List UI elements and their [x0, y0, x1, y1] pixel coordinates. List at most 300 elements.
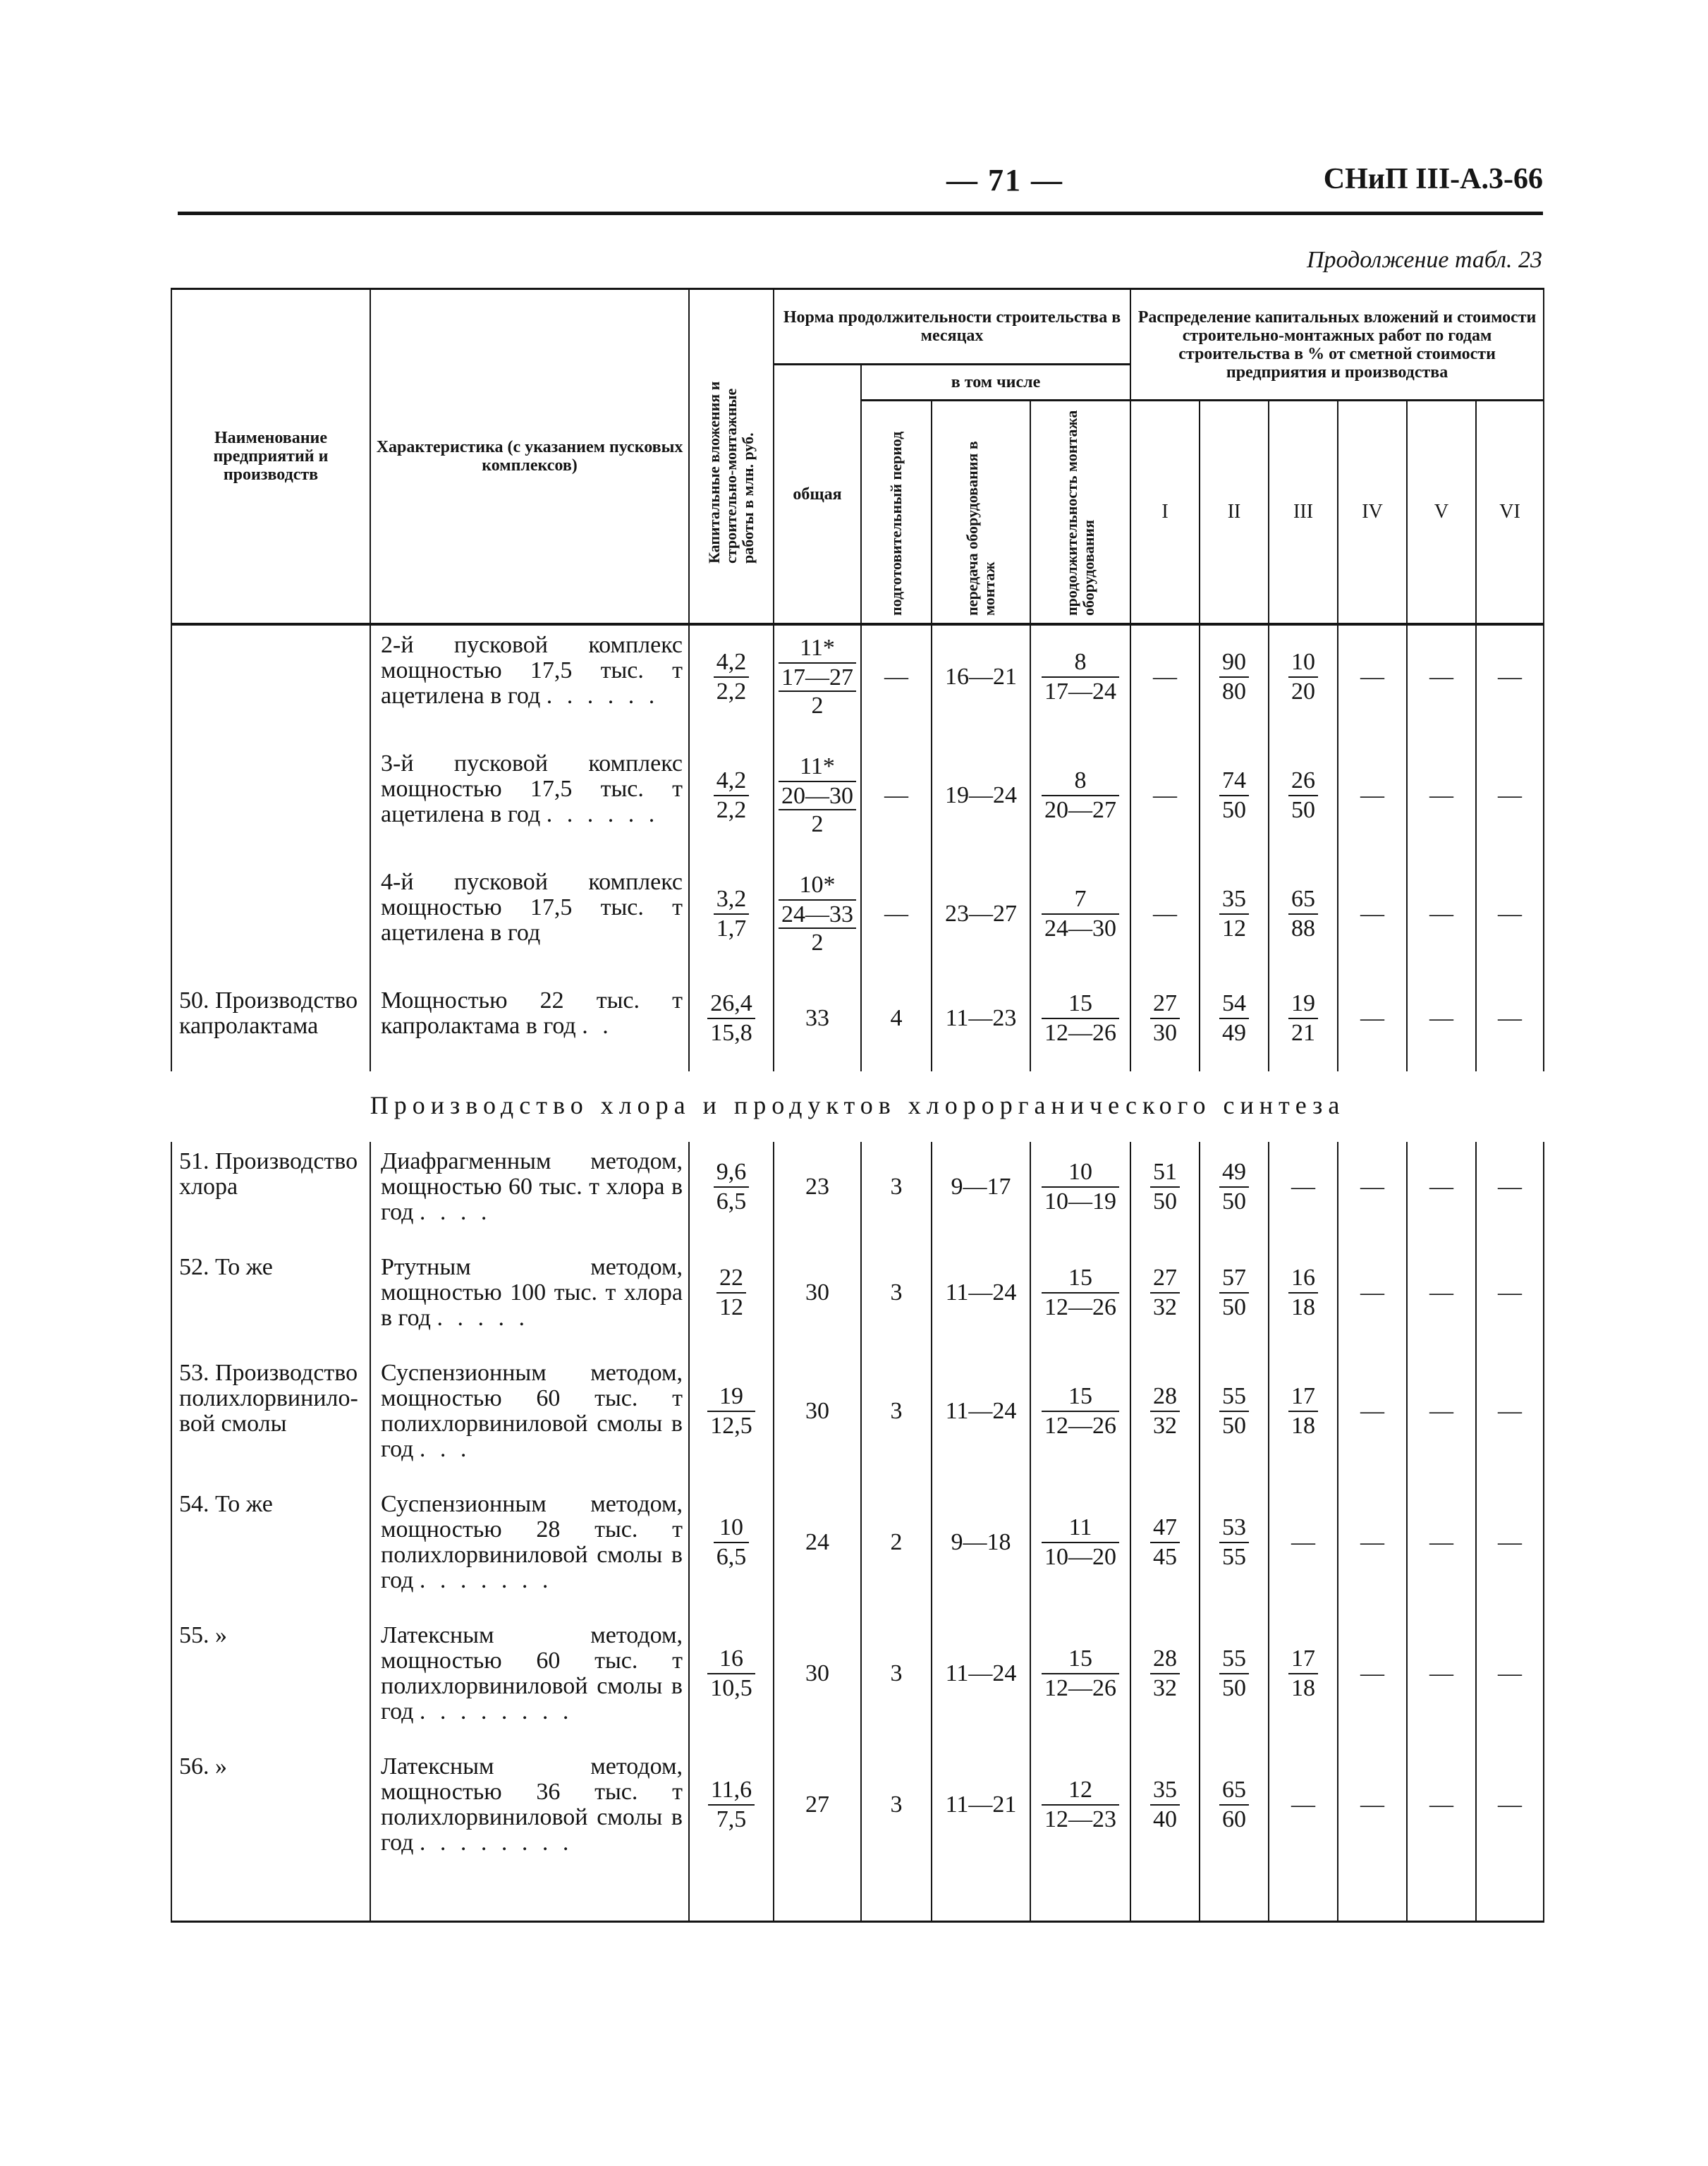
cell-year-2 — [1200, 863, 1269, 966]
cell-total — [774, 1248, 861, 1338]
fraction-denominator: 12—26 — [1044, 1020, 1117, 1046]
cell-year-2 — [1200, 1142, 1269, 1232]
dash-value: — — [1360, 782, 1385, 808]
row-gap — [171, 1232, 1544, 1248]
total-value: 30 — [805, 1279, 829, 1306]
dash-value: — — [1360, 901, 1385, 927]
cell-year-1 — [1130, 863, 1200, 966]
characteristic-text: Диафрагменным методом, мощностью 60 тыс. т хлора в год — [381, 1148, 683, 1225]
cell-prep — [861, 1353, 932, 1469]
cell-handover — [932, 1616, 1030, 1732]
fraction — [714, 768, 750, 823]
dash-value: — — [1429, 1005, 1454, 1031]
dash-value: — — [1360, 1791, 1385, 1818]
fraction-denominator: 50 — [1222, 1413, 1247, 1439]
cell-name — [171, 744, 370, 847]
leader-dots: . . . . — [419, 1199, 492, 1225]
table-row — [171, 981, 1544, 1056]
cell-year-4 — [1338, 1616, 1407, 1732]
fraction — [1288, 887, 1318, 942]
leader-dots: . . . . . . — [546, 683, 659, 709]
fraction — [1150, 1384, 1180, 1439]
leader-dots: . . — [582, 1013, 613, 1039]
col-header-distribution: Распределение капитальных вложений и стоимости строительно-монтажных работ по годам строительства в % от сметной стоимости предприятия и производства — [1130, 289, 1544, 401]
cell-year-4 — [1338, 1142, 1407, 1232]
total-value: 33 — [805, 1005, 829, 1031]
dash-value: — — [1429, 1279, 1454, 1306]
fraction — [1288, 1384, 1318, 1439]
cell-name — [171, 624, 370, 729]
cell-year-4 — [1338, 1485, 1407, 1600]
name-text: 56. » — [179, 1753, 227, 1779]
fraction-numerator: 90 — [1219, 650, 1249, 678]
fraction — [1288, 991, 1318, 1046]
fraction-denominator: 30 — [1153, 1020, 1178, 1046]
fraction-denominator: 1,7 — [716, 915, 747, 942]
fraction-numerator: 28 — [1150, 1646, 1180, 1674]
fraction — [1150, 991, 1180, 1046]
cell-install — [1030, 863, 1130, 966]
cell-year-2 — [1200, 981, 1269, 1056]
fraction-numerator: 9,6 — [714, 1160, 750, 1188]
fraction-numerator: 10 — [1288, 650, 1318, 678]
total-value: 23 — [805, 1174, 829, 1200]
cell-total — [774, 981, 861, 1056]
fraction — [1042, 1777, 1119, 1832]
cell-name — [171, 1248, 370, 1338]
cell-install — [1030, 744, 1130, 847]
fraction-denominator: 12 — [1222, 915, 1247, 942]
fraction — [1288, 650, 1318, 705]
characteristic-text: Ртутным методом, мощностью 100 тыс. т хлора в год — [381, 1254, 683, 1331]
cell-year-1 — [1130, 1353, 1200, 1469]
name-text: 51. Производство хлора — [179, 1148, 358, 1200]
leader-dots: . . . . . . . . — [419, 1698, 573, 1724]
cell-install — [1030, 1485, 1130, 1600]
cell-year-3 — [1269, 981, 1338, 1056]
characteristic-text: 3-й пусковой комплекс мощностью 17,5 тыс. т ацетилена в год — [381, 750, 683, 827]
fraction — [1219, 1265, 1249, 1320]
fraction-numerator: 11* — [779, 635, 856, 664]
row-gap — [171, 1338, 1544, 1353]
cell-install — [1030, 981, 1130, 1056]
fraction — [1219, 991, 1249, 1046]
cell-year-2 — [1200, 744, 1269, 847]
table-row — [171, 1142, 1544, 1232]
fraction-denominator: 40 — [1153, 1806, 1178, 1832]
cell-prep — [861, 1485, 932, 1600]
cell-year-6 — [1476, 1616, 1544, 1732]
cell-year-2 — [1200, 1616, 1269, 1732]
fraction-numerator: 19 — [1288, 991, 1318, 1019]
dash-value: — — [1291, 1529, 1316, 1555]
cell-year-4 — [1338, 744, 1407, 847]
fraction — [707, 991, 755, 1046]
fraction-numerator: 49 — [1219, 1160, 1249, 1188]
cell-year-6 — [1476, 744, 1544, 847]
row-gap — [171, 1469, 1544, 1485]
col-header-install — [1030, 401, 1130, 625]
fraction-numerator: 26,4 — [707, 991, 755, 1019]
table-header — [171, 289, 1544, 625]
fraction-denominator: 49 — [1222, 1020, 1247, 1046]
fraction-numerator: 11,6 — [708, 1777, 755, 1806]
cell-handover — [932, 863, 1030, 966]
total-value: 27 — [805, 1791, 829, 1818]
cell-characteristic — [370, 863, 689, 966]
characteristic-text: Суспензионным методом, мощностью 28 тыс. т полихлорвиниловой смолы в год — [381, 1491, 683, 1593]
fraction-numerator: 12 — [1042, 1777, 1119, 1806]
cell-year-5 — [1407, 1616, 1476, 1732]
handover-value: 19—24 — [945, 782, 1017, 808]
col-header-install-text: продолжительность монтажа оборудования — [1063, 410, 1098, 616]
dash-value: — — [1498, 1398, 1523, 1424]
cell-year-6 — [1476, 981, 1544, 1056]
row-gap — [171, 966, 1544, 981]
fraction-denominator: 18 — [1291, 1675, 1316, 1701]
fraction-denominator: 21 — [1291, 1020, 1316, 1046]
fraction — [1219, 1777, 1249, 1832]
cell-total — [774, 1353, 861, 1469]
table-row — [171, 744, 1544, 847]
prep-value: 3 — [890, 1660, 903, 1686]
cell-year-6 — [1476, 1248, 1544, 1338]
fraction-numerator: 51 — [1150, 1160, 1180, 1188]
col-header-handover — [932, 401, 1030, 625]
handover-value: 9—18 — [951, 1529, 1011, 1555]
cell-prep — [861, 1248, 932, 1338]
cell-prep — [861, 863, 932, 966]
fraction-denominator: 6,5 — [716, 1544, 747, 1570]
dash-value: — — [1429, 1398, 1454, 1424]
cell-year-5 — [1407, 863, 1476, 966]
cell-capital — [689, 1485, 774, 1600]
total-value: 24 — [805, 1529, 829, 1555]
cell-year-2 — [1200, 1353, 1269, 1469]
dash-value: — — [1360, 1398, 1385, 1424]
prep-value: 3 — [890, 1279, 903, 1306]
cell-year-3 — [1269, 624, 1338, 729]
fraction-numerator: 16 — [1288, 1265, 1318, 1294]
cell-year-5 — [1407, 744, 1476, 847]
fraction-numerator: 57 — [1219, 1265, 1249, 1294]
fraction — [1150, 1160, 1180, 1215]
prep-value: 3 — [890, 1174, 903, 1200]
table-row — [171, 1485, 1544, 1600]
cell-total — [774, 1616, 861, 1732]
dash-value: — — [1429, 1174, 1454, 1200]
table-row — [171, 1353, 1544, 1469]
fraction-denominator: 12—23 — [1044, 1806, 1117, 1832]
handover-value: 23—27 — [945, 901, 1017, 927]
dash-value: — — [1498, 901, 1523, 927]
cell-year-1 — [1130, 1747, 1200, 1863]
fraction-numerator: 54 — [1219, 991, 1249, 1019]
cell-year-5 — [1407, 1248, 1476, 1338]
cell-year-3 — [1269, 863, 1338, 966]
fraction — [1219, 1515, 1249, 1570]
fraction — [708, 1777, 755, 1832]
cell-handover — [932, 1747, 1030, 1863]
col-header-incl: в том числе — [861, 365, 1130, 401]
fraction-numerator: 17 — [1288, 1384, 1318, 1412]
fraction-denominator: 18 — [1291, 1294, 1316, 1320]
dash-value: — — [1360, 1174, 1385, 1200]
col-header-characteristic: Характеристика (с указанием пусковых комплексов) — [370, 289, 689, 625]
cell-year-2 — [1200, 1747, 1269, 1863]
fraction-denominator: 2,2 — [716, 679, 747, 705]
fraction — [1288, 768, 1318, 823]
fraction-denominator: 12 — [719, 1294, 743, 1320]
row-gap — [171, 1732, 1544, 1747]
fraction-denominator: 32 — [1153, 1675, 1178, 1701]
name-text: 55. » — [179, 1622, 227, 1648]
cell-characteristic — [370, 1248, 689, 1338]
cell-total — [774, 624, 861, 729]
fraction-numerator: 26 — [1288, 768, 1318, 796]
prep-value: — — [884, 901, 908, 927]
fraction-numerator: 55 — [1219, 1646, 1249, 1674]
cell-year-1 — [1130, 1485, 1200, 1600]
table-row — [171, 1747, 1544, 1863]
fraction-numerator: 27 — [1150, 991, 1180, 1019]
table-row — [171, 863, 1544, 966]
dash-value: — — [1360, 1279, 1385, 1306]
characteristic-text: Латексным методом, мощностью 36 тыс. т полихлорвиниловой смолы в год — [381, 1753, 683, 1856]
name-text: 53. Производство полихлорвиниловой смолы — [179, 1360, 358, 1437]
cell-install — [1030, 1353, 1130, 1469]
table-row — [171, 624, 1544, 729]
cell-prep — [861, 1616, 932, 1732]
total-value: 30 — [805, 1660, 829, 1686]
leader-dots: . . . . . . — [546, 801, 659, 827]
fraction-denominator: 80 — [1222, 679, 1247, 705]
dash-value: — — [1498, 664, 1523, 690]
cell-total — [774, 744, 861, 847]
cell-year-4 — [1338, 1248, 1407, 1338]
row-gap — [171, 1056, 1544, 1071]
row-gap — [171, 1863, 1544, 1878]
fraction-numerator: 27 — [1150, 1265, 1180, 1294]
col-header-year-5: V — [1407, 401, 1476, 625]
dash-value: — — [1429, 1660, 1454, 1686]
cell-year-2 — [1200, 1248, 1269, 1338]
dash-value: — — [1291, 1791, 1316, 1818]
fraction — [714, 887, 750, 942]
fraction — [1042, 887, 1119, 942]
dash-value: — — [1498, 1529, 1523, 1555]
cell-name — [171, 863, 370, 966]
cell-year-2 — [1200, 624, 1269, 729]
cell-install — [1030, 1747, 1130, 1863]
fraction-denominator: 50 — [1222, 1188, 1247, 1215]
cell-year-1 — [1130, 981, 1200, 1056]
fraction — [1150, 1777, 1180, 1832]
cell-capital — [689, 1353, 774, 1469]
table-body-bottom — [171, 1142, 1544, 1878]
fraction-numerator: 4,2 — [714, 768, 750, 796]
cell-handover — [932, 1248, 1030, 1338]
fraction — [1150, 1646, 1180, 1701]
characteristic-text: Мощностью 22 тыс. т капролактама в год — [381, 987, 683, 1039]
dash-value: — — [1498, 1660, 1523, 1686]
fraction-numerator: 10 — [1042, 1160, 1119, 1188]
fraction-denominator: 60 — [1222, 1806, 1247, 1832]
fraction-denominator: 24—30 — [1044, 915, 1117, 942]
cell-year-5 — [1407, 1353, 1476, 1469]
cell-name — [171, 1142, 370, 1232]
characteristic-text: Латексным методом, мощностью 60 тыс. т полихлорвиниловой смолы в год — [381, 1622, 683, 1724]
cell-year-2 — [1200, 1485, 1269, 1600]
page-header — [178, 162, 1543, 205]
cell-prep — [861, 744, 932, 847]
fraction-numerator: 15 — [1042, 1646, 1119, 1674]
fraction — [779, 872, 856, 956]
fraction — [714, 1160, 750, 1215]
dash-value: — — [1429, 1791, 1454, 1818]
dash-value: — — [1498, 1005, 1523, 1031]
cell-year-1 — [1130, 1248, 1200, 1338]
fraction — [1042, 1160, 1119, 1215]
fraction-numerator: 8 — [1042, 650, 1119, 678]
cell-year-6 — [1476, 1142, 1544, 1232]
fraction-numerator: 28 — [1150, 1384, 1180, 1412]
fraction-denominator: 2,2 — [716, 797, 747, 823]
continuation-note: Продолжение табл. 23 — [1306, 247, 1542, 273]
cell-characteristic — [370, 1747, 689, 1863]
fraction — [1150, 1265, 1180, 1320]
prep-value: — — [884, 664, 908, 690]
handover-value: 16—21 — [945, 664, 1017, 690]
dash-value: — — [1153, 782, 1178, 808]
fraction-numerator: 8 — [1042, 768, 1119, 796]
cell-total — [774, 1747, 861, 1863]
cell-characteristic — [370, 1616, 689, 1732]
cell-capital — [689, 981, 774, 1056]
cell-capital — [689, 624, 774, 729]
fraction — [779, 635, 856, 719]
fraction — [707, 1384, 755, 1439]
fraction — [1219, 650, 1249, 705]
fraction — [1042, 1515, 1119, 1570]
fraction-numerator: 47 — [1150, 1515, 1180, 1543]
fraction-denominator: 12—26 — [1044, 1675, 1117, 1701]
cell-capital — [689, 1616, 774, 1732]
fraction-denominator: 20—27 — [1044, 797, 1117, 823]
cell-year-3 — [1269, 1616, 1338, 1732]
cell-year-6 — [1476, 1747, 1544, 1863]
cell-characteristic — [370, 1353, 689, 1469]
fraction — [1219, 1646, 1249, 1701]
dash-value: — — [1153, 664, 1178, 690]
characteristic-text: Суспензионным методом, мощностью 60 тыс. т полихлорвиниловой смолы в год — [381, 1360, 683, 1462]
handover-value: 11—21 — [945, 1791, 1017, 1818]
cell-characteristic — [370, 624, 689, 729]
dash-value: — — [1498, 1174, 1523, 1200]
fraction-numerator: 35 — [1219, 887, 1249, 915]
characteristic-text: 2-й пусковой комплекс мощностью 17,5 тыс. т ацетилена в год — [381, 632, 683, 709]
cell-year-4 — [1338, 863, 1407, 966]
fraction-denominator: 88 — [1291, 915, 1316, 942]
cell-year-3 — [1269, 1485, 1338, 1600]
fraction-denominator: 50 — [1291, 797, 1316, 823]
header-rule — [178, 212, 1543, 215]
fraction-numerator: 11 — [1042, 1515, 1119, 1543]
cell-capital — [689, 744, 774, 847]
handover-value: 11—24 — [945, 1398, 1017, 1424]
cell-year-6 — [1476, 1485, 1544, 1600]
fraction-numerator: 65 — [1288, 887, 1318, 915]
fraction-denominator: 12—26 — [1044, 1294, 1117, 1320]
fraction-numerator: 65 — [1219, 1777, 1249, 1806]
data-table — [171, 288, 1544, 1923]
leader-dots: . . . . . . . — [419, 1567, 553, 1593]
cell-year-1 — [1130, 624, 1200, 729]
fraction-denominator: 17—24 — [1044, 679, 1117, 705]
cell-characteristic — [370, 1142, 689, 1232]
fraction — [716, 1265, 746, 1320]
fraction-denominator: 50 — [1222, 797, 1247, 823]
fraction-denominator: 18 — [1291, 1413, 1316, 1439]
fraction-numerator: 7 — [1042, 887, 1119, 915]
prep-value: 4 — [890, 1005, 903, 1031]
cell-year-1 — [1130, 1616, 1200, 1732]
cell-handover — [932, 744, 1030, 847]
fraction-numerator: 17 — [1288, 1646, 1318, 1674]
dash-value: — — [1498, 1279, 1523, 1306]
cell-year-3 — [1269, 1248, 1338, 1338]
table-row — [171, 1248, 1544, 1338]
fraction-numerator: 15 — [1042, 1265, 1119, 1294]
fraction-extra: 2 — [811, 693, 824, 719]
cell-name — [171, 1485, 370, 1600]
cell-characteristic — [370, 981, 689, 1056]
col-header-duration-group: Норма продолжительности строительства в месяцах — [774, 289, 1130, 365]
cell-year-4 — [1338, 624, 1407, 729]
dash-value: — — [1360, 664, 1385, 690]
fraction-numerator: 10* — [779, 872, 856, 901]
cell-handover — [932, 624, 1030, 729]
fraction-denominator: 10—19 — [1044, 1188, 1117, 1215]
col-header-year-2: II — [1200, 401, 1269, 625]
cell-year-4 — [1338, 1747, 1407, 1863]
fraction-denominator: 24—33 — [779, 901, 856, 929]
cell-prep — [861, 981, 932, 1056]
name-text: 50. Производство капролактама — [179, 987, 358, 1039]
fraction — [1042, 1646, 1119, 1701]
fraction-numerator: 15 — [1042, 1384, 1119, 1412]
handover-value: 11—24 — [945, 1279, 1017, 1306]
leader-dots: . . . . . — [437, 1305, 529, 1331]
fraction-denominator: 12,5 — [710, 1413, 752, 1439]
cell-year-1 — [1130, 744, 1200, 847]
fraction-numerator: 16 — [707, 1646, 755, 1674]
cell-capital — [689, 1747, 774, 1863]
cell-name — [171, 1353, 370, 1469]
fraction-denominator: 7,5 — [716, 1806, 747, 1832]
cell-year-5 — [1407, 1485, 1476, 1600]
fraction-numerator: 22 — [716, 1265, 746, 1294]
fraction-numerator: 35 — [1150, 1777, 1180, 1806]
col-header-year-6: VI — [1476, 401, 1544, 625]
cell-name — [171, 981, 370, 1056]
cell-capital — [689, 863, 774, 966]
prep-value: 3 — [890, 1791, 903, 1818]
col-header-capital-text: Капитальные вложения и строительно-монтажные работы в млн. руб. — [705, 381, 757, 564]
cell-total — [774, 863, 861, 966]
section-row — [171, 1071, 1544, 1142]
fraction-denominator: 17—27 — [779, 664, 856, 692]
